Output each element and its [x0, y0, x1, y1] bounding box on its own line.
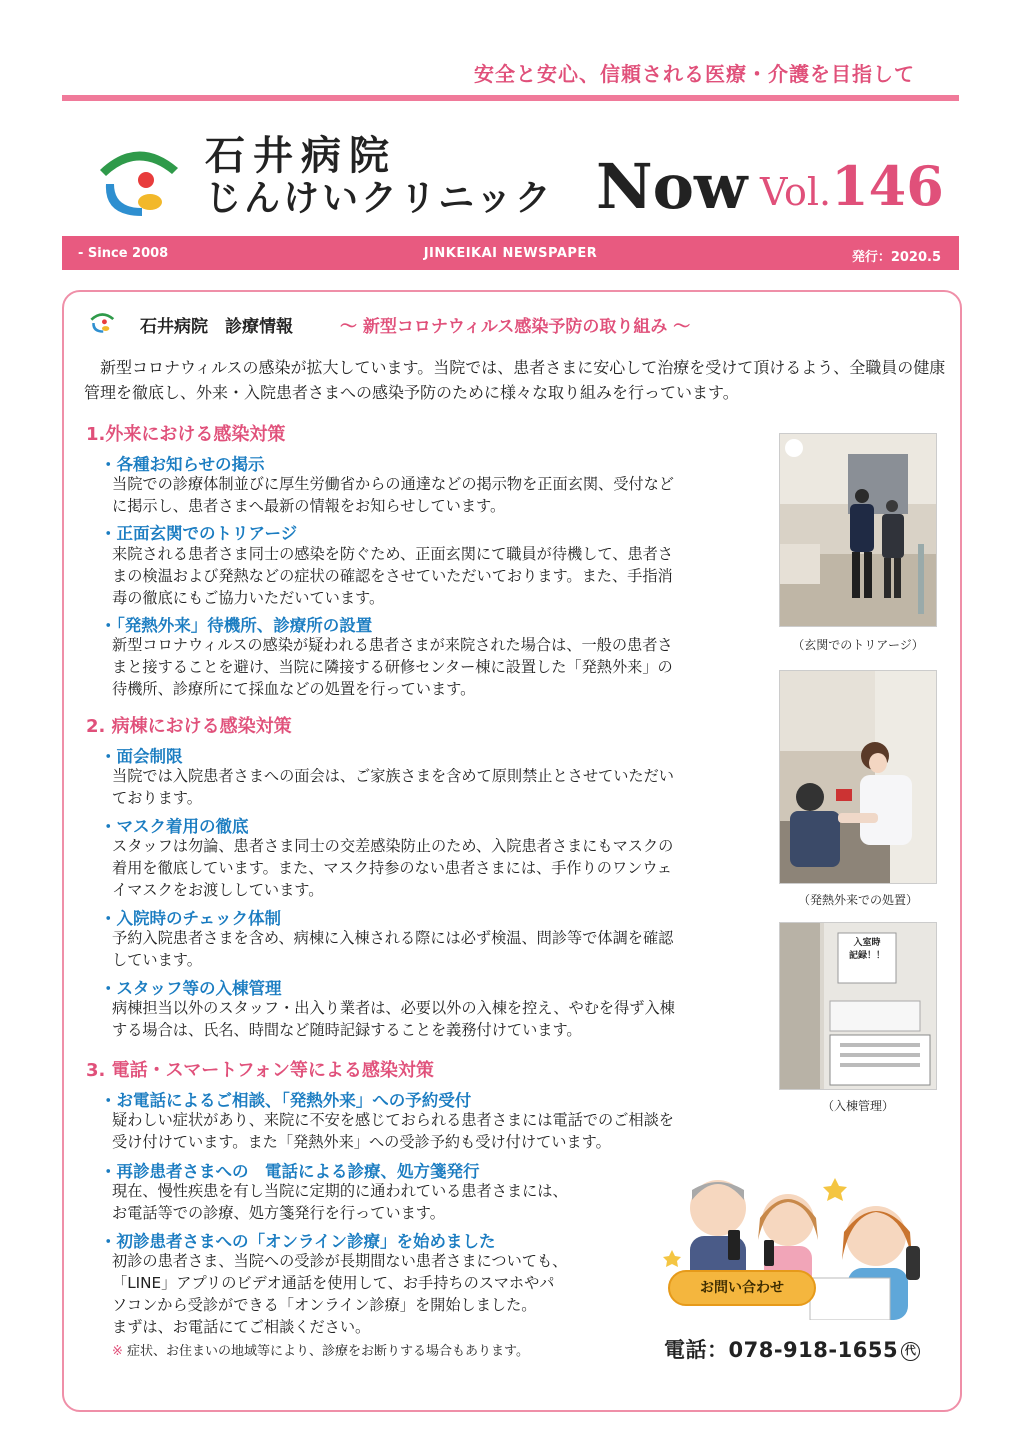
item-text: 当院での診療体制並びに厚生労働省からの通達などの掲示物を正面玄関、受付など に掲示し、患者さまへ最新の情報をお知らせしています。 — [112, 475, 674, 515]
section-logo-icon — [88, 306, 116, 334]
now-title: Now — [596, 150, 748, 223]
item-text: 新型コロナウィルスの感染が疑われる患者さまが来院された場合は、一般の患者さ まと接することを避け、当院に隣接する研修センター棟に設置した「発熱外来」の 待機所、診療所にて採血などの処置を行っています。 — [112, 636, 673, 698]
item-text: 現在、慢性疾患を有し当院に定期的に通われている患者さまには、 お電話等での診療、処方箋発行を行っています。 — [112, 1182, 568, 1222]
disclaimer-note — [112, 1340, 529, 1359]
item-title: ・「発熱外来」待機所、診療所の設置 — [100, 616, 373, 635]
phone-suffix: 代 — [901, 1342, 920, 1361]
item-title: ・正面玄関でのトリアージ — [100, 524, 298, 543]
header-band — [62, 236, 959, 270]
photo-ward-management — [779, 922, 937, 1090]
item-title: ・各種お知らせの掲示 — [100, 455, 265, 474]
hospital-name: 石井病院 — [205, 132, 397, 179]
item-title: ・スタッフ等の入棟管理 — [100, 979, 282, 998]
top-rule — [62, 95, 959, 101]
vol-value: 146 — [831, 154, 944, 218]
item-title: ・お電話によるご相談、「発熱外来」への予約受付 — [100, 1091, 472, 1110]
part1-heading: 1.外来における感染対策 — [86, 424, 286, 445]
item-text: 病棟担当以外のスタッフ・出入り業者は、必要以外の入棟を控え、やむを得ず入棟 する場合は、氏名、時間など随時記録することを義務付けています。 — [112, 999, 675, 1039]
newspaper-name: JINKEIKAI NEWSPAPER — [423, 246, 598, 261]
item-text: スタッフは勿論、患者さま同士の交差感染防止のため、入院患者さまにもマスクの 着用を徹底しています。また、マスク持参のない患者さまには、手作りのワンウェ イマスクをお渡ししています。 — [112, 837, 674, 899]
hospital-logo-icon — [92, 128, 184, 220]
photo-fever-clinic — [779, 670, 937, 884]
item-text: 予約入院患者さまを含め、病棟に入棟される際には必ず検温、問診等で体調を確認 しています。 — [112, 929, 674, 969]
volume-number — [760, 154, 944, 218]
section-hospital: 石井病院 診療情報 — [140, 317, 293, 337]
item-title: ・マスク着用の徹底 — [100, 817, 249, 836]
item-text: 疑わしい症状があり、来院に不安を感じておられる患者さまには電話でのご相談を 受け付けています。また「発熱外来」への受診予約も受け付けています。 — [112, 1111, 674, 1151]
photo-caption: （玄関でのトリアージ） — [792, 638, 924, 652]
vol-label: Vol. — [760, 170, 832, 214]
contact-button[interactable]: お問い合わせ — [668, 1270, 816, 1306]
item-title: ・面会制限 — [100, 747, 183, 766]
item-text: 来院される患者さま同士の感染を防ぐため、正面玄関にて職員が待機して、患者さ まの検温および発熱などの症状の確認をさせていただいております。また、手指消 毒の徹底にもご協力いただいています。 — [112, 545, 674, 607]
item-text: 初診の患者さま、当院への受診が長期間ない患者さまについても、 「LINE」アプリのビデオ通話を使用して、お手持ちのスマホやパ ソコンから受診ができる「オンライン診療」を開始しました。 まずは、お電話にてご相談ください。 — [112, 1252, 568, 1336]
item-title: ・初診患者さまへの「オンライン診療」を始めました — [100, 1232, 496, 1251]
since-label: - Since 2008 — [78, 246, 169, 261]
tagline: 安全と安心、信頼される医療・介護を目指して — [474, 62, 915, 86]
item-text: 当院では入院患者さまへの面会は、ご家族さまを含めて原則禁止とさせていただい ております。 — [112, 767, 674, 807]
part3-heading: 3. 電話・スマートフォン等による感染対策 — [86, 1060, 434, 1081]
phone-number — [664, 1334, 920, 1364]
sign-text: 入室時 記録！！ — [848, 938, 885, 961]
part2-heading: 2. 病棟における感染対策 — [86, 716, 292, 737]
item-title: ・入院時のチェック体制 — [100, 909, 282, 928]
clinic-name: じんけいクリニック — [205, 177, 554, 219]
note-mark: ※ — [112, 1344, 123, 1359]
photo-entrance-triage — [779, 433, 937, 627]
item-title: ・再診患者さまへの 電話による診療、処方箋発行 — [100, 1162, 480, 1181]
section-subtitle: ～ 新型コロナウィルス感染予防の取り組み ～ — [340, 317, 691, 337]
photo-caption: （発熱外来での処置） — [797, 893, 918, 907]
phone-text: 電話：078-918-1655 — [664, 1338, 899, 1362]
intro-paragraph: 新型コロナウィルスの感染が拡大しています。当院では、患者さまに安心して治療を受けて頂けるよう、全職員の健康管理を徹底し、外来・入院患者さまへの感染予防のために様々な取り組みを行っています。 — [84, 358, 946, 402]
issue-date: 発行：2020.5 — [851, 250, 941, 265]
note-text: 症状、お住まいの地域等により、診療をお断りする場合もあります。 — [127, 1344, 530, 1359]
photo-caption: （入棟管理） — [821, 1099, 894, 1113]
